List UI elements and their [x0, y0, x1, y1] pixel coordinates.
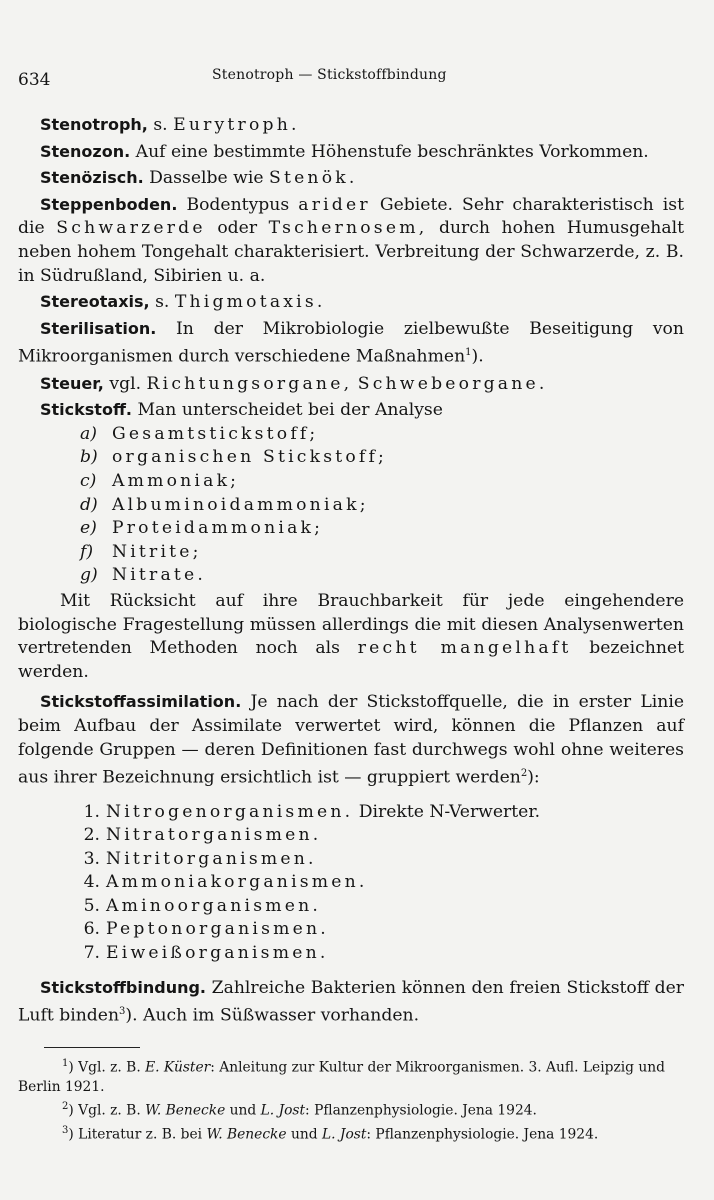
list-item: g) Nitrate.	[80, 565, 207, 586]
organism-groups-list	[72, 801, 684, 966]
footnote-mark: 1	[465, 347, 472, 359]
cross-reference: Stenök.	[268, 168, 358, 189]
entry-term: Stickstoffbindung.	[40, 977, 206, 997]
entry-term: Steppenboden.	[40, 194, 178, 214]
page-number: 634	[18, 70, 51, 90]
entry-term: Sterilisation.	[40, 318, 157, 338]
entry-sterilisation: Sterilisation. In der Mikrobiologie zielbewußte Beseitigung von Mikroorganismen durch verschiedene Maßnahmen$^1$).	[18, 318, 684, 368]
entry-stickstoffbindung: Stickstoffbindung. Zahlreiche Bakterien können den freien Stickstoff der Luft binden$^3$). Auch im Süßwasser vorhanden.	[18, 977, 684, 1026]
footnote: $^1$) Vgl. z. B. E. Küster: Anleitung zur Kultur der Mikroorganismen. 3. Aufl. Leipzig und Berlin 1921.	[18, 1057, 665, 1096]
list-item: b) organischen Stickstoff;	[80, 447, 388, 468]
list-item: 3. Nitritorganismen.	[83, 848, 317, 869]
entry-term: Stenotroph,	[40, 115, 148, 134]
list-item: 2. Nitratorganismen.	[83, 825, 322, 846]
entry-term: Stenozon.	[40, 141, 131, 161]
entry-stenozon: Stenozon. Auf eine bestimmte Höhenstufe beschränktes Vorkommen.	[40, 141, 649, 162]
list-item: 7. Eiweißorganismen.	[83, 943, 329, 964]
footnote-mark: 2	[520, 768, 528, 780]
entry-term: Steuer,	[40, 373, 104, 393]
analysis-list	[80, 423, 684, 588]
list-item: d) Albuminoidammoniak;	[80, 494, 369, 515]
entry-stickstoffassimilation: Stickstoffassimilation. Je nach der Stickstoffquelle, die in erster Linie beim Aufbau der Assimilate verwertet wird, können die Pflanzen auf folgende Gruppen — deren Definitionen fast durchwegs wohl ohne weiteres aus ihrer Bezeichnung ersichtlich ist — gruppiert werden$^2$):	[18, 692, 684, 788]
list-item: e) Proteidammoniak;	[80, 518, 324, 539]
cross-reference: Eurytroph.	[173, 115, 300, 135]
footnote: $^3$) Literatur z. B. bei W. Benecke und L. Jost: Pflanzenphysiologie. Jena 1924.	[62, 1124, 599, 1143]
list-item: a) Gesamtstickstoff;	[80, 423, 319, 444]
entry-term: Stereotaxis,	[40, 292, 150, 312]
entry-term: Stickstoff.	[40, 400, 132, 420]
footnote-rule	[44, 1047, 140, 1048]
footnote-mark: 3	[119, 1006, 126, 1018]
entry-term: Stenözisch.	[40, 168, 144, 188]
cross-reference: Schwebeorgane.	[357, 373, 548, 394]
running-head: Stenotroph — Stickstoffbindung	[212, 67, 447, 83]
entry-steuer: Steuer, vgl. Richtungsorgane, Schwebeorgane.	[40, 373, 548, 394]
list-item: 4. Ammoniakorganismen.	[83, 872, 368, 893]
list-item: c) Ammoniak;	[80, 471, 240, 492]
entry-stenoezisch: Stenözisch. Dasselbe wie Stenök.	[40, 168, 358, 189]
list-item: 1. Nitrogenorganismen. Direkte N-Verwerter.	[83, 801, 541, 822]
footnote: $^2$) Vgl. z. B. W. Benecke und L. Jost: Pflanzenphysiologie. Jena 1924.	[62, 1101, 537, 1119]
list-item: 6. Peptonorganismen.	[83, 919, 329, 940]
entry-term: Stickstoffassimilation.	[40, 692, 242, 712]
list-item: 5. Aminoorganismen.	[83, 895, 322, 916]
cross-reference: Thigmotaxis.	[174, 292, 326, 313]
list-item: f) Nitrite;	[80, 541, 202, 562]
entry-steppenboden: Steppenboden. Bodentypus arider Gebiete. Sehr charakteristisch ist die Schwarzerde oder Tschernosem, durch hohen Humusgehalt neben hohem Tongehalt charakterisiert. Verbreitung der Schwarzerde, z. B. in Südrußland, Sibirien u. a.	[18, 194, 684, 286]
entry-stickstoff: Stickstoff. Man unterscheidet bei der Analyse	[40, 400, 443, 421]
page-body	[18, 113, 684, 1144]
stickstoff-paragraph: Mit Rücksicht auf ihre Brauchbarkeit für jede eingehendere biologische Fragestellung müssen allerdings die mit diesen Analysenwerten vertretenden Methoden noch als recht mangelhaft bezeichnet werden.	[18, 591, 684, 682]
cross-reference: Richtungsorgane,	[146, 373, 353, 394]
entry-stenotroph: Stenotroph, s. Eurytroph.	[40, 115, 300, 135]
entry-stereotaxis: Stereotaxis, s. Thigmotaxis.	[40, 292, 326, 313]
